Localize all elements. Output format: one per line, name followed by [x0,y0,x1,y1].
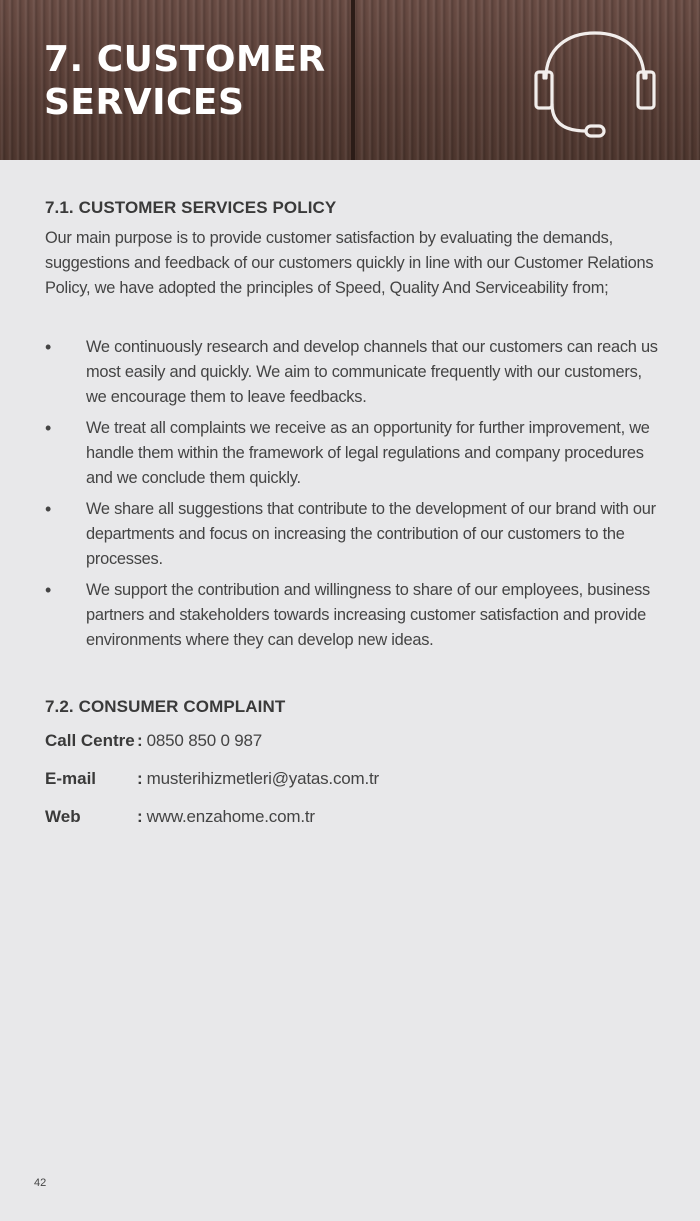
contact-separator: : [137,769,143,788]
list-item-text: We support the contribution and willingness to share of our employees, business partners and stakeholders towards increasing customer satisfaction and provide environments where they can develop new ideas. [86,581,650,649]
contact-label: Web [45,807,81,826]
contact-list [45,731,660,845]
list-item [45,578,660,653]
header-banner [0,0,700,160]
list-item-text: We share all suggestions that contribute to the development of our brand with our departments and focus on increasing the contribution of our customers to the processes. [86,500,656,568]
policy-intro: Our main purpose is to provide customer satisfaction by evaluating the demands, suggestions and feedback of our customers quickly in line with our Customer Relations Policy, we have adopted the principles of Speed, Quality And Serviceability from; [45,229,654,297]
page-number: 42 [34,1177,47,1189]
contact-label: Call Centre [45,731,135,750]
banner-divider [351,0,355,160]
main-content [45,198,660,845]
contact-separator: : [137,731,143,750]
bullet-icon: • [45,499,52,519]
contact-row-email [45,769,660,807]
list-item [45,416,660,491]
list-item [45,497,660,572]
section-heading-policy: 7.1. CUSTOMER SERVICES POLICY [45,198,337,217]
phone-number: 0850 850 0 987 [146,731,263,750]
list-item-text: We continuously research and develop channels that our customers can reach us most easily and quickly. We aim to communicate frequently with our customers, we encourage them to leave feedbacks. [86,338,658,406]
page-title: 7. CUSTOMER SERVICES [44,39,326,123]
policy-list [45,335,660,653]
contact-separator: : [137,807,143,826]
list-item-text: We treat all complaints we receive as an opportunity for further improvement, we handle them within the framework of legal regulations and company procedures and we conclude them quickly. [86,419,650,487]
contact-row-call-centre [45,731,660,769]
bullet-icon: • [45,337,52,357]
list-item [45,335,660,410]
headset-icon [530,30,660,142]
email-link[interactable]: musterihizmetleri@yatas.com.tr [146,769,379,788]
bullet-icon: • [45,580,52,600]
website-link[interactable]: www.enzahome.com.tr [146,807,315,826]
contact-row-web [45,807,660,845]
contact-label: E-mail [45,769,97,788]
section-heading-complaint: 7.2. CONSUMER COMPLAINT [45,697,286,716]
bullet-icon: • [45,418,52,438]
